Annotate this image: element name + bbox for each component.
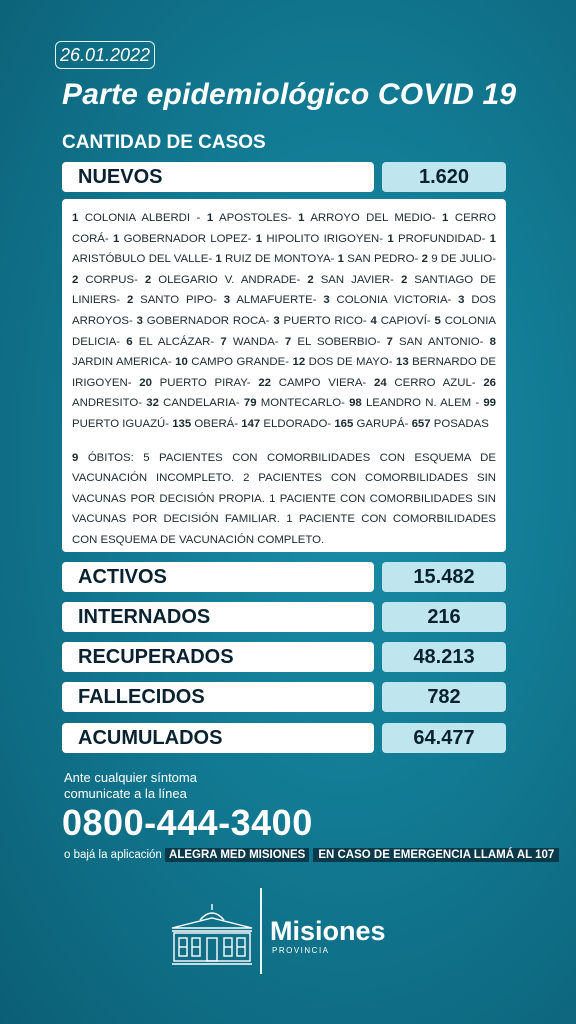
locality-item xyxy=(244,397,349,409)
stat-value-recuperados: 48.213 xyxy=(382,642,506,672)
stat-label-fallecidos: FALLECIDOS xyxy=(62,682,374,712)
locality-count: 1 xyxy=(113,232,120,245)
locality-count: 2 xyxy=(400,273,408,286)
locality-count: 22 xyxy=(258,376,271,389)
locality-item xyxy=(323,294,458,306)
locality-item xyxy=(349,397,483,409)
locality-name: APOSTOLES- xyxy=(213,212,299,224)
locality-count: 2 xyxy=(126,294,134,307)
locality-item xyxy=(285,336,387,348)
deaths-count: 9 xyxy=(72,451,79,464)
locality-item xyxy=(387,233,489,245)
locality-count: 3 xyxy=(223,294,231,307)
locality-item xyxy=(72,212,207,224)
app-prefix: o bajá la aplicación xyxy=(64,849,166,861)
locality-item xyxy=(338,253,422,265)
locality-item xyxy=(146,397,244,409)
locality-item xyxy=(387,336,490,348)
deaths-paragraph xyxy=(72,448,496,551)
hint-line-2: comunicate a la línea xyxy=(64,786,187,801)
locality-name: SANTO PIPO- xyxy=(133,294,224,307)
locality-item xyxy=(113,233,256,245)
locality-name: PUERTO RICO- xyxy=(279,314,371,327)
section-subtitle: CANTIDAD DE CASOS xyxy=(62,132,266,153)
locality-name: DOS ARROYOS- xyxy=(72,294,497,327)
stat-value-activos: 15.482 xyxy=(382,562,506,592)
stat-label-activos: ACTIVOS xyxy=(62,562,374,592)
locality-name: SAN ANTONIO- xyxy=(392,335,490,348)
locality-count: 10 xyxy=(175,356,188,369)
locality-count: 7 xyxy=(220,335,227,348)
locality-name: CERRO AZUL- xyxy=(386,376,484,389)
stat-label-recuperados: RECUPERADOS xyxy=(62,642,374,672)
locality-item xyxy=(422,253,496,265)
locality-item xyxy=(220,336,284,348)
locality-name: SAN PEDRO- xyxy=(343,253,422,266)
locality-name: CAPIOVÍ- xyxy=(376,314,435,327)
locality-item xyxy=(307,274,401,286)
locality-name: PROFUNDIDAD- xyxy=(393,232,490,245)
locality-name: ARROYO DEL MEDIO- xyxy=(304,212,443,224)
locality-name: ALMAFUERTE- xyxy=(230,294,324,307)
locality-name: POSADAS xyxy=(430,417,489,430)
locality-name: EL SOBERBIO- xyxy=(291,335,387,348)
locality-count: 2 xyxy=(421,253,428,266)
locality-item xyxy=(127,294,224,306)
locality-name: LEANDRO N. ALEM - xyxy=(361,397,484,410)
phone-number[interactable]: 0800-444-3400 xyxy=(62,802,313,843)
locality-name: CANDELARIA- xyxy=(158,397,244,410)
locality-item xyxy=(258,377,374,389)
locality-name: 9 DE JULIO- xyxy=(427,253,496,266)
locality-count: 3 xyxy=(136,314,143,327)
locality-name: COLONIA VICTORIA- xyxy=(329,294,459,307)
locality-item xyxy=(137,315,274,327)
locality-item xyxy=(139,377,258,389)
locality-name: COLONIA ALBERDI - xyxy=(78,212,207,224)
locality-count: 1 xyxy=(489,232,497,245)
locality-name: OLEGARIO V. ANDRADE- xyxy=(151,273,308,286)
locality-count: 12 xyxy=(292,356,306,369)
locality-count: 1 xyxy=(442,212,449,224)
locality-count: 13 xyxy=(396,356,409,369)
locality-name: CERRO CORÁ- xyxy=(72,212,496,245)
locality-name: GARUPÁ- xyxy=(353,417,412,430)
locality-count: 165 xyxy=(334,417,354,430)
locality-count: 7 xyxy=(284,335,292,348)
locality-item xyxy=(273,315,370,327)
locality-item xyxy=(256,233,388,245)
locality-count: 32 xyxy=(146,397,159,410)
locality-item xyxy=(292,356,396,368)
locality-name: ARISTÓBULO DEL VALLE- xyxy=(72,253,216,266)
locality-item xyxy=(145,274,307,286)
misiones-logo xyxy=(168,888,408,978)
locality-name: HIPOLITO IRIGOYEN- xyxy=(262,232,388,245)
app-line xyxy=(64,849,559,861)
locality-item xyxy=(334,418,411,430)
locality-count: 135 xyxy=(172,417,192,430)
locality-count: 1 xyxy=(215,253,222,266)
locality-name: WANDA- xyxy=(226,335,285,348)
hint-line-1: Ante cualquier síntoma xyxy=(64,770,197,785)
locality-name: COLONIA DELICIA- xyxy=(72,314,496,348)
locality-count: 20 xyxy=(139,376,152,389)
locality-count: 5 xyxy=(434,314,441,327)
nuevos-value: 1.620 xyxy=(382,162,506,192)
stat-value-acumulados: 64.477 xyxy=(382,723,506,753)
locality-count: 1 xyxy=(72,212,79,224)
locality-item xyxy=(207,212,298,224)
locality-name: JARDIN AMERICA- xyxy=(72,356,176,369)
locality-item xyxy=(175,356,292,368)
locality-count: 6 xyxy=(126,335,133,348)
locality-name: CORPUS- xyxy=(78,273,145,286)
locality-count: 1 xyxy=(206,212,214,224)
locality-count: 3 xyxy=(458,294,465,307)
cases-detail-box xyxy=(62,199,506,552)
locality-count: 3 xyxy=(323,294,330,307)
locality-item xyxy=(412,418,489,430)
locality-count: 98 xyxy=(349,397,362,410)
stat-label-acumulados: ACUMULADOS xyxy=(62,723,374,753)
locality-count: 8 xyxy=(489,335,496,348)
locality-name: PUERTO PIRAY- xyxy=(151,376,259,389)
locality-item xyxy=(371,315,435,327)
locality-item xyxy=(374,377,483,389)
locality-item xyxy=(241,418,334,430)
locality-item xyxy=(298,212,442,224)
locality-count: 1 xyxy=(298,212,305,224)
locality-name: ANDRESITO- xyxy=(72,397,147,410)
page-title: Parte epidemiológico COVID 19 xyxy=(62,78,517,111)
locality-item xyxy=(215,253,337,265)
locality-count: 1 xyxy=(255,232,263,245)
locality-name: RUIZ DE MONTOYA- xyxy=(221,253,338,266)
locality-item xyxy=(224,294,324,306)
locality-count: 147 xyxy=(241,417,261,430)
date-badge: 26.01.2022 xyxy=(55,41,155,69)
logo-name: Misiones xyxy=(270,916,386,946)
locality-count: 79 xyxy=(243,397,257,410)
locality-name: DOS DE MAYO- xyxy=(305,356,397,369)
locality-name: MONTECARLO- xyxy=(256,397,350,410)
locality-name: EL ALCÁZAR- xyxy=(132,335,221,348)
locality-name: CAMPO VIERA- xyxy=(270,376,374,389)
locality-name: OBERÁ- xyxy=(191,417,242,430)
locality-name: BERNARDO DE IRIGOYEN- xyxy=(72,356,496,389)
locality-name: GOBERNADOR ROCA- xyxy=(142,314,274,327)
locality-count: 2 xyxy=(307,273,314,286)
locality-count: 1 xyxy=(337,253,344,266)
locality-name: SANTIAGO DE LINIERS- xyxy=(72,273,496,307)
locality-count: 4 xyxy=(370,314,377,327)
locality-count: 99 xyxy=(483,397,497,410)
locality-count: 1 xyxy=(387,232,394,245)
stat-label-internados: INTERNADOS xyxy=(62,602,374,632)
locality-count: 2 xyxy=(72,273,79,286)
locality-count: 24 xyxy=(373,376,387,389)
locality-count: 3 xyxy=(273,314,280,327)
locality-name: CAMPO GRANDE- xyxy=(187,356,293,369)
locality-item xyxy=(72,274,145,286)
locality-count: 7 xyxy=(386,335,393,348)
stat-value-fallecidos: 782 xyxy=(382,682,506,712)
locality-name: ELDORADO- xyxy=(260,417,335,430)
stat-value-internados: 216 xyxy=(382,602,506,632)
locality-name: GOBERNADOR LOPEZ- xyxy=(119,232,256,245)
locality-count: 657 xyxy=(411,417,431,430)
government-building-icon xyxy=(170,898,254,970)
deaths-text: ÓBITOS: 5 PACIENTES CON COMORBILIDADES CON ESQUEMA DE VACUNACIÓN INCOMPLETO. 2 PACIENTES CON COMORBILIDADES SIN VACUNAS POR DECISIÓN PROPIA. 1 PACIENTE CON COMORBILIDADES SIN VACUNAS POR DECISIÓN FAMILIAR. 1 PACIENTE CON COMORBILIDADES CON ESQUEMA DE VACUNACIÓN COMPLETO. xyxy=(72,451,496,546)
locality-name: SAN JAVIER- xyxy=(313,273,401,286)
symptom-hint xyxy=(64,770,197,802)
app-name[interactable]: ALEGRA MED MISIONES xyxy=(165,848,309,862)
locality-count: 2 xyxy=(144,273,152,286)
logo-divider xyxy=(260,888,262,974)
locality-item xyxy=(172,418,241,430)
locality-item xyxy=(126,336,220,348)
locality-name: PUERTO IGUAZÚ- xyxy=(72,417,173,430)
locality-count: 26 xyxy=(483,376,496,389)
emergency-note: EN CASO DE EMERGENCIA LLAMÁ AL 107 xyxy=(313,848,559,862)
localities-list xyxy=(72,208,496,435)
logo-subtitle: PROVINCIA xyxy=(272,946,330,955)
nuevos-label: NUEVOS xyxy=(62,162,374,192)
